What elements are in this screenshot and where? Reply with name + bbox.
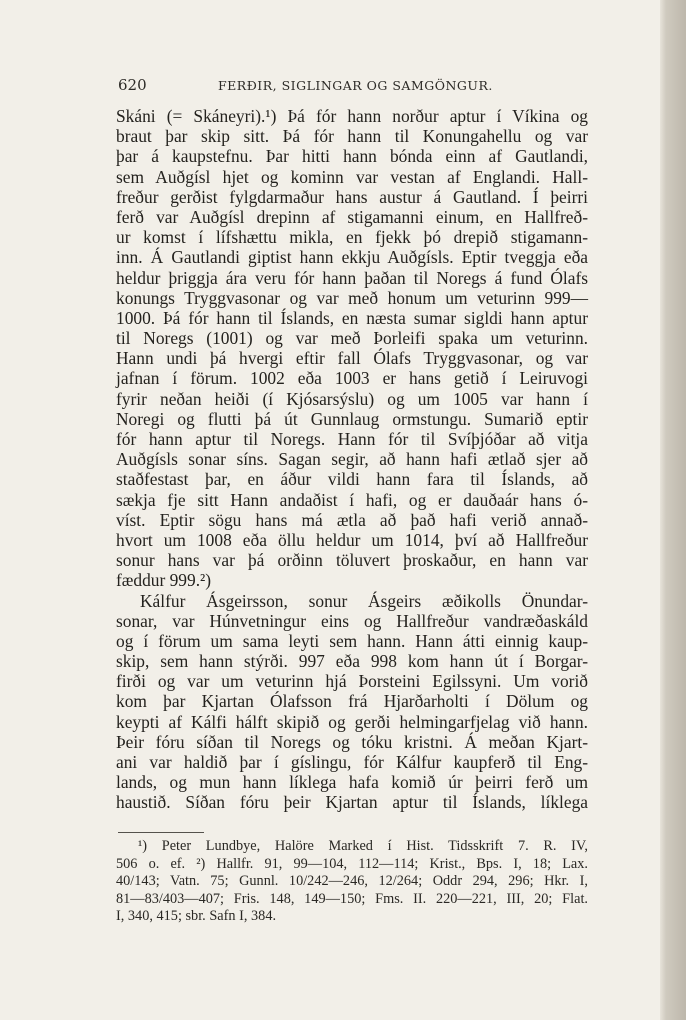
text-line: hvort um 1008 eða öllu heldur um 1014, því að Hallfreður	[116, 529, 588, 550]
text-line: sem Auðgísl hjet og kominn var vestan af Englandi. Hall-	[116, 166, 588, 187]
text-line: staðfestast þar, en áður vildi hann fara til Íslands, að	[116, 469, 588, 490]
page-number: 620	[118, 76, 147, 94]
text-line: lands, og mun hann líklega hafa komið úr þeirri ferð um	[116, 772, 588, 793]
footnote-line: I, 340, 415; sbr. Safn I, 384.	[116, 908, 277, 925]
text-line: keypti af Kálfi hálft skipið og gerði helmingarfjelag við hann.	[116, 711, 588, 732]
text-line: firði og var um veturinn hjá Þorsteini Egilssyni. Um vorið	[116, 671, 588, 692]
footnote-line: ¹) Peter Lundbye, Halöre Marked í Hist. Tidsskrift 7. R. IV,	[138, 838, 588, 854]
text-line: jafnan í förum. 1002 eða 1003 er hans getið í Leiruvogi	[116, 368, 588, 389]
text-line: fór hann aptur til Noregs. Hann fór til Svíþjóðar að vitja	[116, 429, 588, 449]
text-line: þar á kaupstefnu. Þar hitti hann bónda einn af Gautlandi,	[116, 146, 588, 167]
text-line: Skáni (= Skáneyri).¹) Þá fór hann norður aptur í Víkina og	[116, 106, 588, 126]
text-line: víst. Eptir sögu hans má ætla að það hafi verið annað-	[116, 509, 588, 530]
text-line: 1000. Þá fór hann til Íslands, en næsta sumar sigldi hann aptur	[116, 307, 588, 328]
body-text	[116, 106, 588, 813]
text-line: konungs Tryggvasonar og var með honum um veturinn 999—	[116, 287, 588, 308]
text-line: skip, sem hann stýrði. 997 eða 998 kom hann út í Borgar-	[116, 651, 588, 672]
text-line: kom þar Kjartan Ólafsson frá Hjarðarholti í Dölum og	[116, 691, 588, 712]
page-edge	[660, 0, 686, 1020]
text-line: Þeir fóru síðan til Noregs og tóku kristni. Á meðan Kjart-	[116, 731, 588, 752]
text-line: sonur hans var þá orðinn töluvert þroskaður, en hann var	[116, 550, 588, 571]
text-line: ani var haldið þar í gíslingu, fór Kálfur kaupferð til Eng-	[116, 752, 588, 772]
text-line: ferð var Auðgísl drepinn af stigamanni einum, en Hallfreð-	[116, 206, 588, 227]
footnotes	[116, 838, 588, 926]
text-line: Hann undi þá hvergi eftir fall Ólafs Tryggvasonar, og var	[116, 348, 588, 369]
text-line: Auðgísls sonar síns. Sagan segir, að hann hafi ætlað sjer að	[116, 449, 588, 470]
text-line: inn. Á Gautlandi giptist hann ekkju Auðgísls. Eptir tveggja eða	[116, 247, 588, 268]
footnote-line: 506 o. ef. ²) Hallfr. 91, 99—104, 112—114; Krist., Bps. I, 18; Lax.	[116, 855, 588, 872]
text-line: braut þar skip sitt. Þá fór hann til Konungahellu og var	[116, 126, 588, 147]
running-header: FERÐIR, SIGLINGAR OG SAMGÖNGUR.	[218, 78, 493, 93]
text-line: Noregi og flutti þá út Gunnlaug ormstungu. Sumarið eptir	[116, 408, 588, 429]
text-line: haustið. Síðan fóru þeir Kjartan aptur til Íslands, líklega	[116, 792, 588, 813]
footnote-line: 81—83/403—407; Fris. 148, 149—150; Fms. II. 220—221, III, 20; Flat.	[116, 890, 588, 907]
text-line: fyrir neðan heiði (í Kjósarsýslu) og um 1005 var hann í	[116, 388, 588, 409]
text-line: sonar, var Húnvetningur eins og Hallfreður vandræðaskáld	[116, 610, 588, 631]
text-line: ur komst í lífshættu mikla, en fjekk þó drepið stigamann-	[116, 227, 588, 248]
footnote-rule	[118, 832, 204, 833]
page-header	[118, 76, 588, 96]
text-line: Kálfur Ásgeirsson, sonur Ásgeirs æðikolls Önundar-	[140, 590, 588, 611]
text-line: freður gerðist fylgdarmaður hans austur á Gautland. Í þeirri	[116, 186, 588, 207]
footnote-line: 40/143; Vatn. 75; Gunnl. 10/242—246, 12/264; Oddr 294, 296; Hkr. I,	[116, 873, 588, 890]
text-line: fæddur 999.²)	[116, 570, 212, 591]
text-line: heldur þriggja ára veru fór hann þaðan til Noregs á fund Ólafs	[116, 267, 588, 288]
text-line: og í förum um sama leyti sem hann. Hann átti einnig kaup-	[116, 630, 588, 651]
text-line: til Noregs (1001) og var með Þorleifi spaka um veturinn.	[116, 328, 588, 349]
text-line: sækja fje sitt Hann andaðist í hafi, og er dauðaár hans ó-	[116, 489, 588, 510]
